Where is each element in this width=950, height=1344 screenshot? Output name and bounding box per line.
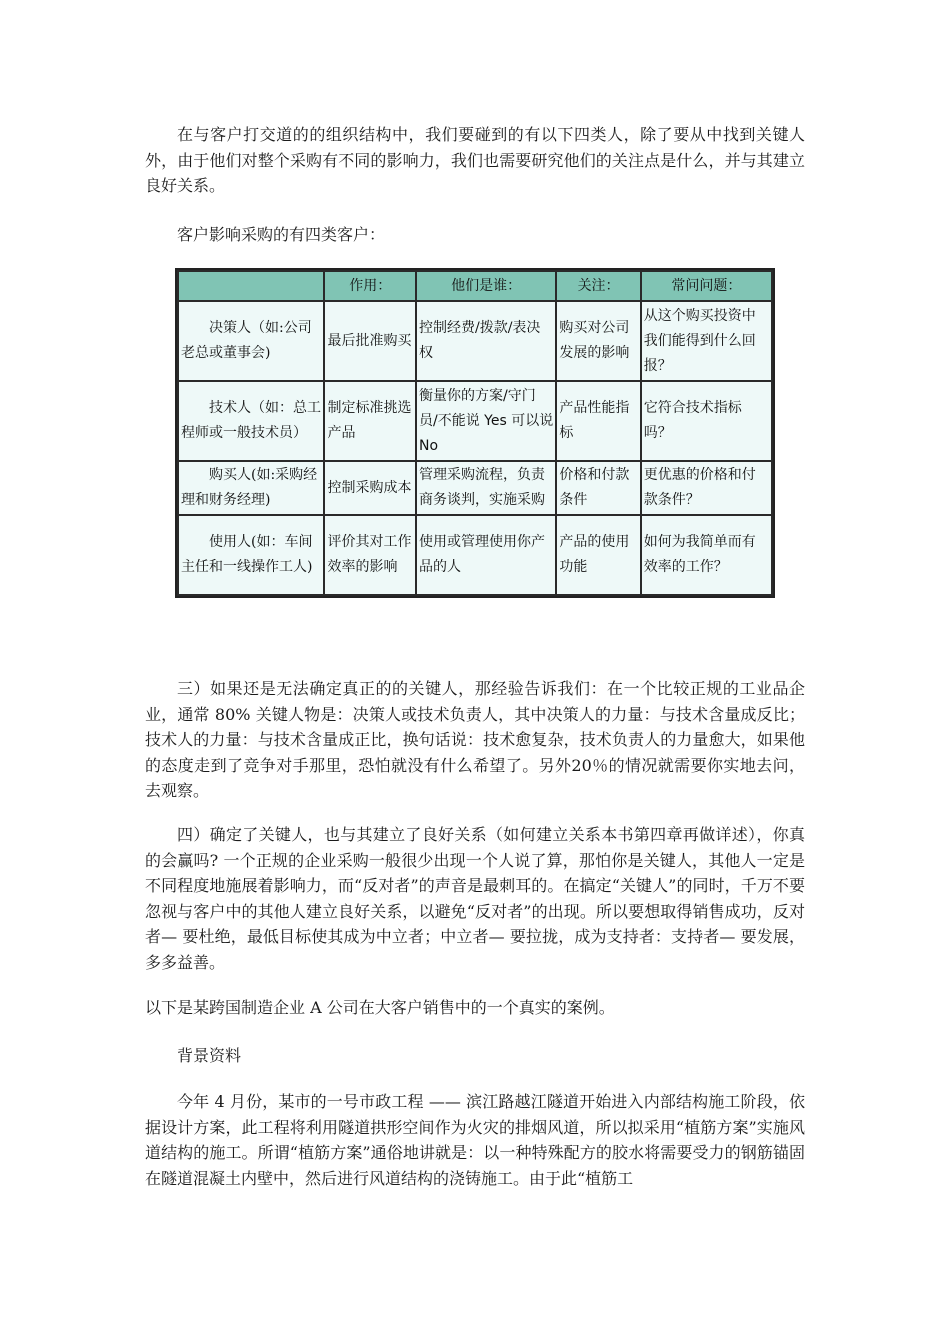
header-cell-blank <box>179 272 323 300</box>
role-cell: 决策人（如:公司老总或董事会) <box>179 302 323 380</box>
table-cell: 产品性能指标 <box>557 382 639 460</box>
table-cell: 制定标准挑选产品 <box>325 382 415 460</box>
table-cell: 更优惠的价格和付款条件？ <box>642 462 771 514</box>
header-cell-function: 作用： <box>325 272 415 300</box>
table-cell: 最后批准购买 <box>325 302 415 380</box>
table-row <box>179 302 771 380</box>
header-cell-focus: 关注： <box>557 272 639 300</box>
table-cell: 它符合技术指标吗？ <box>642 382 771 460</box>
table-row <box>179 516 771 594</box>
background-heading: 背景资料 <box>177 1046 242 1065</box>
table-cell: 使用或管理使用你产品的人 <box>417 516 555 594</box>
table-cell: 控制经费/拨款/表决权 <box>417 302 555 380</box>
table-cell: 衡量你的方案/守门员/不能说 Yes 可以说 No <box>417 382 555 460</box>
table-header-row <box>179 272 771 300</box>
background-paragraph: 今年 4 月份，某市的一号市政工程 —— 滨江路越江隧道开始进入内部结构施工阶段，依据设计方案，此工程将利用隧道拱形空间作为火灾的排烟风道，所以拟采用“植筋方案”实施风道结构的施工。所谓“植筋方案”通俗地讲就是：以一种特殊配方的胶水将需要受力的钢筋锚固在隧道混凝土内壁中，然后进行风道结构的浇铸施工。由于此“植筋工 <box>145 1092 805 1188</box>
table-cell: 如何为我简单而有效率的工作？ <box>642 516 771 594</box>
table-row <box>179 382 771 460</box>
table-cell: 评价其对工作效率的影响 <box>325 516 415 594</box>
role-cell: 使用人(如：车间主任和一线操作工人) <box>179 516 323 594</box>
table-cell: 控制采购成本 <box>325 462 415 514</box>
table-cell: 从这个购买投资中我们能得到什么回报？ <box>642 302 771 380</box>
role-cell: 购买人(如:采购经理和财务经理) <box>179 462 323 514</box>
header-cell-who: 他们是谁： <box>417 272 555 300</box>
paragraph-four: 四）确定了关键人，也与其建立了良好关系（如何建立关系本书第四章再做详述），你真的会赢吗? 一个正规的企业采购一般很少出现一个人说了算，那怕你是关键人，其他人一定是不同程度地施展着影响力，而“反对者”的声音是最刺耳的。在搞定“关键人”的同时，千万不要忽视与客户中的其他人建立良好关系，以避免“反对者”的出现。所以要想取得销售成功，反对者— 要杜绝，最低目标使其成为中立者；中立者— 要拉拢，成为支持者：支持者— 要发展，多多益善。 <box>145 825 805 972</box>
table-row <box>179 462 771 514</box>
header-cell-questions: 常问问题： <box>642 272 771 300</box>
table-cell: 产品的使用功能 <box>557 516 639 594</box>
table-cell: 价格和付款条件 <box>557 462 639 514</box>
intro-paragraph: 在与客户打交道的的组织结构中，我们要碰到的有以下四类人，除了要从中找到关键人外，由于他们对整个采购有不同的影响力，我们也需要研究他们的关注点是什么，并与其建立良好关系。 <box>145 125 805 195</box>
customer-roles-table <box>175 268 775 598</box>
case-intro: 以下是某跨国制造企业 A 公司在大客户销售中的一个真实的案例。 <box>145 998 615 1017</box>
table-caption: 客户影响采购的有四类客户： <box>177 225 386 244</box>
table-cell: 购买对公司发展的影响 <box>557 302 639 380</box>
paragraph-three: 三）如果还是无法确定真正的的关键人，那经验告诉我们：在一个比较正规的工业品企业，通常 80% 关键人物是：决策人或技术负责人，其中决策人的力量：与技术含量成反比；技术人的力量：与技术含量成正比，换句话说：技术愈复杂，技术负责人的力量愈大，如果他的态度走到了竞争对手那里，恐怕就没有什么希望了。另外20％的情况就需要你实地去问，去观察。 <box>145 679 805 800</box>
table-cell: 管理采购流程，负责商务谈判，实施采购 <box>417 462 555 514</box>
role-cell: 技术人（如：总工程师或一般技术员） <box>179 382 323 460</box>
